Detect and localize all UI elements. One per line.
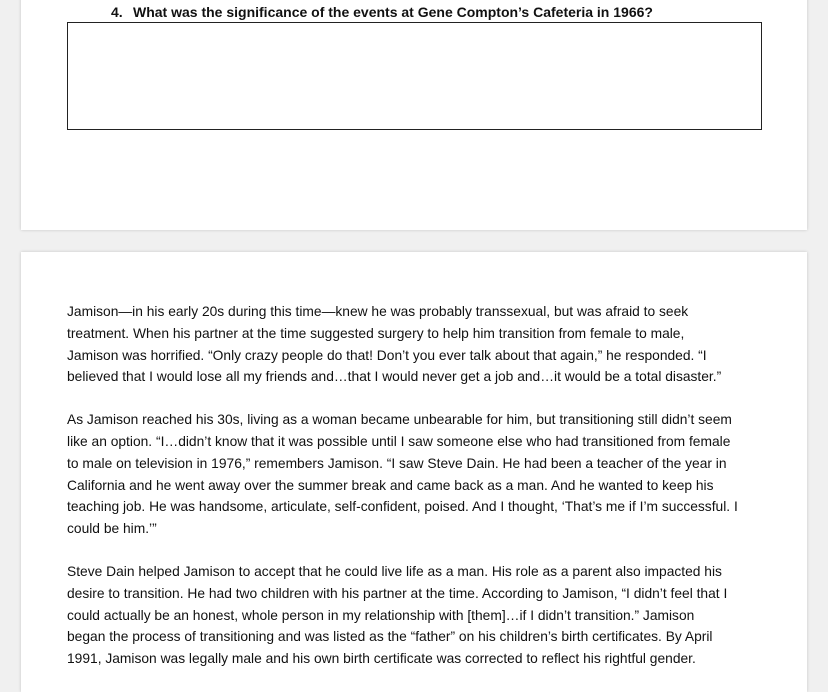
paragraph-line: teaching job. He was handsome, articulate, self-confident, poised. And I thought, ‘That’s me if I’m successful. I bbox=[67, 499, 738, 515]
worksheet-page-top bbox=[21, 0, 807, 230]
paragraph-line: began the process of transitioning and was listed as the “father” on his children’s birth certificates. By April bbox=[67, 629, 713, 645]
question-number: 4. bbox=[111, 4, 123, 20]
question-4 bbox=[111, 4, 653, 20]
paragraph-line: believed that I would lose all my friends and…that I would never get a job and…it would be a total disaster.” bbox=[67, 369, 722, 385]
paragraph-2 bbox=[67, 409, 767, 540]
paragraph-line: to male on television in 1976,” remembers Jamison. “I saw Steve Dain. He had been a teacher of the year in bbox=[67, 455, 727, 471]
paragraph-line: 1991, Jamison was legally male and his own birth certificate was corrected to reflect his rightful gender. bbox=[67, 651, 696, 667]
question-text: What was the significance of the events at Gene Compton’s Cafeteria in 1966? bbox=[133, 4, 653, 20]
paragraph-line: could actually be an honest, whole person in my relationship with [them]…if I didn’t transition.” Jamison bbox=[67, 607, 695, 623]
paragraph-line: treatment. When his partner at the time suggested surgery to help him transition from female to male, bbox=[67, 325, 685, 341]
paragraph-line: As Jamison reached his 30s, living as a woman became unbearable for him, but transitioning still didn’t seem bbox=[67, 412, 732, 428]
paragraph-1 bbox=[67, 301, 767, 388]
paragraph-line: could be him.’” bbox=[67, 521, 157, 537]
paragraph-line: Jamison—in his early 20s during this time—knew he was probably transsexual, but was afraid to seek bbox=[67, 304, 689, 319]
worksheet-page-bottom bbox=[21, 252, 807, 692]
paragraph-line: Steve Dain helped Jamison to accept that he could live life as a man. His role as a parent also impacted his bbox=[67, 563, 722, 579]
paragraph-line: California and he went away over the summer break and came back as a man. And he wanted to keep his bbox=[67, 477, 714, 493]
paragraph-line: like an option. “I…didn’t know that it was possible until I saw someone else who had transitioned from female bbox=[67, 433, 731, 449]
paragraph-line: Jamison was horrified. “Only crazy people do that! Don’t you ever talk about that again,” he responded. “I bbox=[67, 347, 707, 363]
paragraph-line: desire to transition. He had two children with his partner at the time. According to Jamison, “I didn’t feel that I bbox=[67, 585, 728, 601]
answer-box[interactable] bbox=[67, 22, 762, 130]
article-text bbox=[67, 301, 767, 691]
paragraph-3 bbox=[67, 561, 767, 670]
